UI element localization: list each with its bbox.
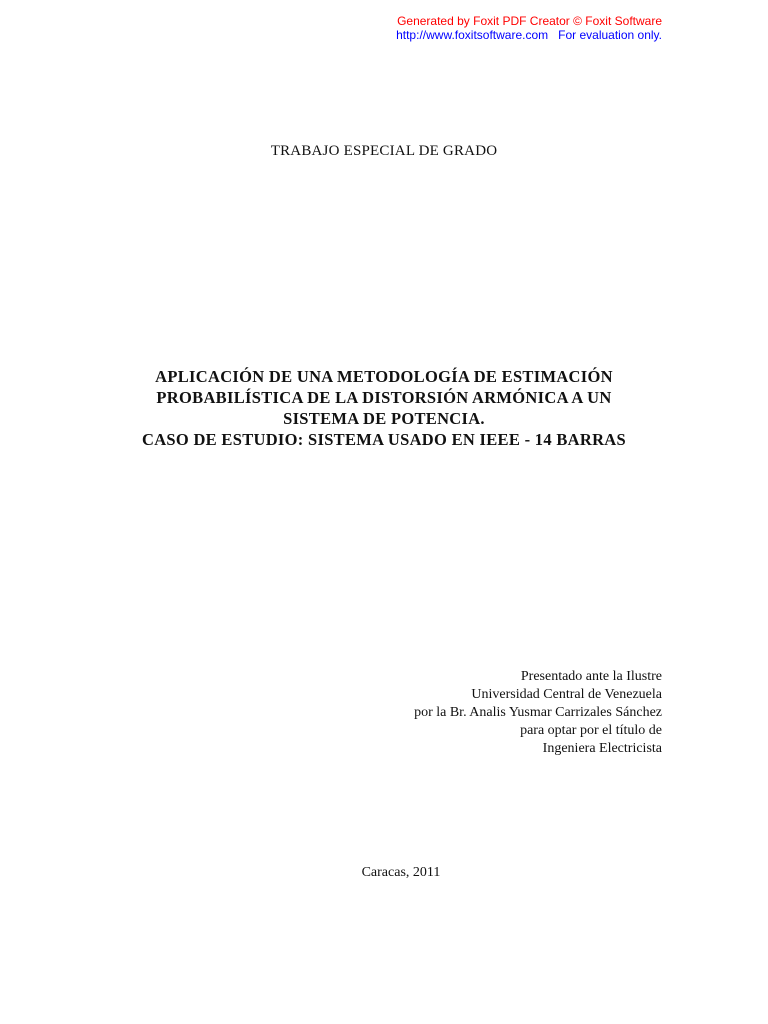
watermark-generator-text: Generated by Foxit PDF Creator © Foxit Software <box>397 14 662 28</box>
presentation-line: Universidad Central de Venezuela <box>471 687 662 702</box>
watermark-evaluation-text: For evaluation only. <box>558 28 662 42</box>
thesis-title <box>0 366 768 450</box>
thesis-title-line: PROBABILÍSTICA DE LA DISTORSIÓN ARMÓNICA A UN <box>156 388 612 407</box>
presentation-line: Presentado ante la Ilustre <box>520 669 662 684</box>
thesis-title-line: APLICACIÓN DE UNA METODOLOGÍA DE ESTIMACIÓN <box>155 367 613 386</box>
presentation-line: para optar por el título de <box>520 723 662 738</box>
thesis-title-line: CASO DE ESTUDIO: SISTEMA USADO EN IEEE - 14 BARRAS <box>142 430 626 449</box>
document-type-heading: TRABAJO ESPECIAL DE GRADO <box>270 143 498 159</box>
watermark-url-link[interactable]: http://www.foxitsoftware.com <box>396 28 549 42</box>
watermark-url-line <box>396 28 662 42</box>
presentation-block <box>414 668 662 758</box>
foxit-watermark <box>396 14 662 42</box>
place-date: Caracas, 2011 <box>361 865 441 880</box>
presentation-line: por la Br. Analis Yusmar Carrizales Sánchez <box>414 705 662 720</box>
thesis-title-line: SISTEMA DE POTENCIA. <box>283 409 485 428</box>
presentation-line: Ingeniera Electricista <box>542 741 662 756</box>
